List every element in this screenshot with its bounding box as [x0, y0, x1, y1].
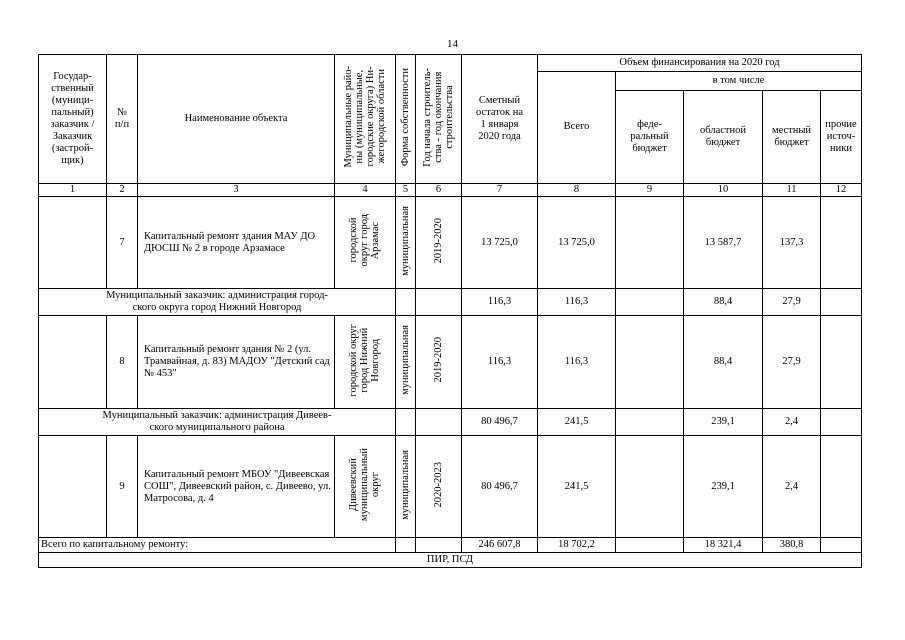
col-num-1: 1: [39, 184, 107, 197]
header-number: № п/п: [107, 55, 138, 184]
remainder: 116,3: [462, 316, 538, 409]
years: 2019-2020: [432, 217, 444, 264]
table-row-section: [39, 553, 862, 568]
district: городской округ город Арзамас: [348, 214, 382, 267]
header-total: Всего: [538, 72, 616, 184]
ownership: муниципальная: [399, 325, 411, 396]
row-number: 9: [107, 436, 138, 538]
other: [821, 197, 862, 289]
other: [821, 436, 862, 538]
federal: [616, 436, 684, 538]
row-number: 8: [107, 316, 138, 409]
object-name: Капитальный ремонт МБОУ "Дивеевская СОШ", Дивеевский район, с. Дивеево, ул. Матросова, д. 4: [138, 436, 335, 538]
district: городской округ город Нижний Новгород: [348, 323, 382, 397]
header-ownership-cell: [396, 55, 416, 184]
header-ownership: Форма собственности: [399, 67, 411, 167]
remainder: 80 496,7: [462, 436, 538, 538]
col-num-2: 2: [107, 184, 138, 197]
remainder: 116,3: [462, 289, 538, 316]
district-cell: [335, 436, 396, 538]
header-federal: феде- ральный бюджет: [616, 91, 684, 184]
ownership-cell: [396, 289, 416, 316]
federal: [616, 316, 684, 409]
col-num-11: 11: [763, 184, 821, 197]
total: 18 702,2: [538, 538, 616, 553]
col-num-12: 12: [821, 184, 862, 197]
years: 2019-2020: [432, 337, 444, 383]
header-years: Год начала строитель- ства - год окончания строительства: [421, 67, 455, 167]
federal: [616, 538, 684, 553]
header-years-cell: [416, 55, 462, 184]
col-num-9: 9: [616, 184, 684, 197]
years: 2020-2023: [432, 462, 444, 508]
regional: 88,4: [684, 316, 763, 409]
years-cell: [416, 409, 462, 436]
col-num-10: 10: [684, 184, 763, 197]
ownership: муниципальная: [399, 205, 411, 276]
ownership-cell: [396, 197, 416, 289]
row-number: 7: [107, 197, 138, 289]
district-cell: [335, 316, 396, 409]
district-cell: [335, 197, 396, 289]
years-cell: [416, 289, 462, 316]
regional: 18 321,4: [684, 538, 763, 553]
header-other: прочие источ- ники: [821, 91, 862, 184]
header-local: местный бюджет: [763, 91, 821, 184]
header-district: Муниципальные райо- ны (муниципальные, городские округа) Ни- жегородской области: [342, 66, 388, 168]
years-cell: [416, 436, 462, 538]
regional: 239,1: [684, 409, 763, 436]
col-num-8: 8: [538, 184, 616, 197]
customer-label: Муниципальный заказчик: администрация город- ского округа город Нижний Новгород: [39, 289, 396, 316]
col-num-7: 7: [462, 184, 538, 197]
remainder: 80 496,7: [462, 409, 538, 436]
total: 116,3: [538, 289, 616, 316]
col-num-3: 3: [138, 184, 335, 197]
regional: 13 587,7: [684, 197, 763, 289]
section-label: ПИР, ПСД: [39, 553, 862, 568]
header-regional: областной бюджет: [684, 91, 763, 184]
header-customer: Государ- ственный (муници- пальный) заказчик / Заказчик (застрой- щик): [39, 55, 107, 184]
ownership-cell: [396, 436, 416, 538]
table-row-summary: [39, 538, 862, 553]
federal: [616, 289, 684, 316]
customer-cell: [39, 316, 107, 409]
local: 380,8: [763, 538, 821, 553]
regional: 239,1: [684, 436, 763, 538]
total: 116,3: [538, 316, 616, 409]
col-num-4: 4: [335, 184, 396, 197]
local: 27,9: [763, 316, 821, 409]
remainder: 13 725,0: [462, 197, 538, 289]
other: [821, 538, 862, 553]
col-num-6: 6: [416, 184, 462, 197]
district: Дивеевский муниципальный округ: [348, 448, 382, 522]
federal: [616, 197, 684, 289]
header-row-1: [39, 55, 862, 72]
header-district-cell: [335, 55, 396, 184]
local: 137,3: [763, 197, 821, 289]
object-name: Капитальный ремонт здания № 2 (ул. Трамвайная, д. 83) МАДОУ "Детский сад № 453": [138, 316, 335, 409]
col-num-5: 5: [396, 184, 416, 197]
ownership-cell: [396, 538, 416, 553]
ownership-cell: [396, 316, 416, 409]
capital-repair-table: [38, 54, 862, 568]
remainder: 246 607,8: [462, 538, 538, 553]
years-cell: [416, 538, 462, 553]
federal: [616, 409, 684, 436]
header-incl-group: в том числе: [616, 72, 862, 91]
total: 241,5: [538, 436, 616, 538]
header-funding-group: Объем финансирования на 2020 год: [538, 55, 862, 72]
local: 27,9: [763, 289, 821, 316]
summary-label: Всего по капитальному ремонту:: [39, 538, 396, 553]
table-row-customer-nn: [39, 289, 862, 316]
table-row-object-7: [39, 197, 862, 289]
header-object-name: Наименование объекта: [138, 55, 335, 184]
years-cell: [416, 197, 462, 289]
years-cell: [416, 316, 462, 409]
table-row-object-8: [39, 316, 862, 409]
customer-label: Муниципальный заказчик: администрация Дивеев- ского муниципального района: [39, 409, 396, 436]
other: [821, 289, 862, 316]
object-name: Капитальный ремонт здания МАУ ДО ДЮСШ № 2 в городе Арзамасе: [138, 197, 335, 289]
local: 2,4: [763, 436, 821, 538]
page-number: 14: [447, 38, 458, 50]
ownership-cell: [396, 409, 416, 436]
regional: 88,4: [684, 289, 763, 316]
header-remainder: Сметный остаток на 1 января 2020 года: [462, 55, 538, 184]
total: 13 725,0: [538, 197, 616, 289]
local: 2,4: [763, 409, 821, 436]
other: [821, 409, 862, 436]
total: 241,5: [538, 409, 616, 436]
customer-cell: [39, 197, 107, 289]
other: [821, 316, 862, 409]
customer-cell: [39, 436, 107, 538]
column-numbers-row: [39, 184, 862, 197]
table-row-customer-diveevo: [39, 409, 862, 436]
ownership: муниципальная: [399, 449, 411, 520]
table-row-object-9: [39, 436, 862, 538]
